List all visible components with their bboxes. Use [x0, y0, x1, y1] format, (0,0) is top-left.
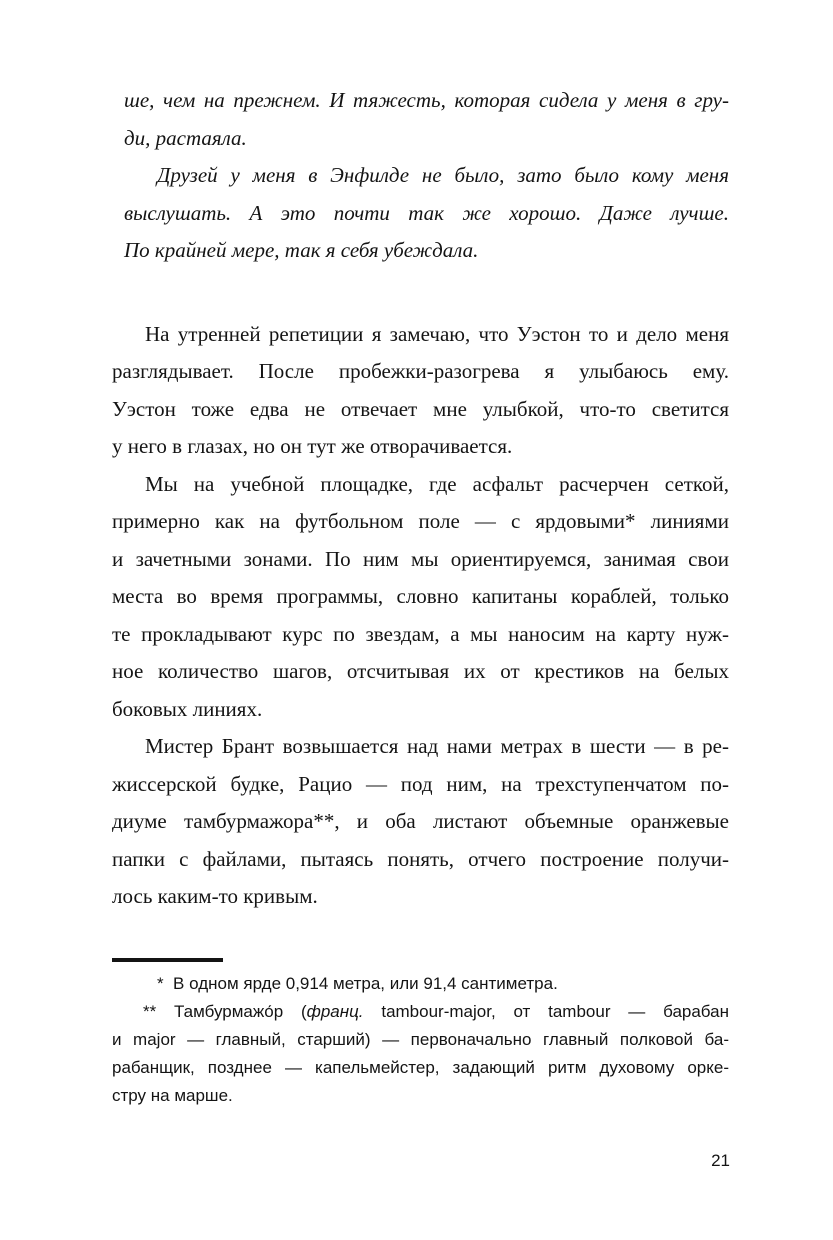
text-segment: ** Тамбурмажо́р ( [143, 1001, 307, 1021]
text-line [112, 1054, 729, 1082]
page-number: 21 [711, 1151, 730, 1170]
text-line [112, 578, 729, 616]
text-segment: Уэстон тоже едва не отвечает мне улыбкой, что-то светится [112, 396, 729, 421]
text-line [112, 428, 729, 466]
body-text [112, 316, 729, 916]
text-segment: те прокладывают курс по звездам, а мы наносим на карту нуж- [112, 621, 729, 646]
paragraph [112, 970, 729, 998]
text-line [112, 803, 729, 841]
text-segment: разглядывает. После пробежки-разогрева я улыбаюсь ему. [112, 359, 729, 383]
text-segment: выслушать. А это почти так же хорошо. Даже лучше. [124, 200, 729, 225]
text-line [112, 391, 729, 429]
text-segment: и зачетными зонами. По ним мы ориентируемся, занимая свои [112, 546, 729, 571]
text-line [112, 970, 729, 998]
text-line [124, 157, 729, 195]
text-line [124, 120, 729, 158]
paragraph [112, 466, 729, 729]
paragraph [112, 316, 729, 466]
text-block [112, 82, 729, 1110]
text-line [112, 1082, 729, 1110]
text-segment: ше, чем на прежнем. И тяжесть, которая сидела у меня в гру- [124, 88, 729, 112]
text-line [112, 653, 729, 691]
text-line [112, 316, 729, 354]
text-segment: и major — главный, старший) — первоначально главный полковой ба- [112, 1029, 729, 1049]
text-line [112, 541, 729, 579]
text-line [124, 232, 729, 270]
text-segment: Мы на учебной площадке, где асфальт расчерчен сеткой, [145, 471, 729, 496]
text-line [112, 1026, 729, 1054]
text-segment: боковых линиях. [112, 696, 263, 721]
text-line [112, 353, 729, 391]
text-segment: папки с файлами, пытаясь понять, отчего построение получи- [112, 846, 729, 871]
chapter-opening-italic [112, 82, 729, 270]
text-line [112, 841, 729, 879]
text-line [112, 691, 729, 729]
text-line [112, 503, 729, 541]
text-line [112, 766, 729, 804]
text-line [124, 82, 729, 120]
footnotes [112, 970, 729, 1110]
italic-text-segment: франц. [306, 1001, 364, 1021]
text-segment: По крайней мере, так я себя убеждала. [124, 238, 479, 262]
text-line [112, 998, 729, 1026]
footnote-separator-rule [112, 958, 223, 962]
text-segment: лось каким-то кривым. [112, 884, 318, 908]
text-line [124, 195, 729, 233]
text-segment: Друзей у меня в Энфилде не было, зато было кому меня [157, 163, 729, 187]
text-segment: На утренней репетиции я замечаю, что Уэстон то и дело меня [145, 321, 729, 346]
text-segment: стру на марше. [112, 1085, 233, 1105]
paragraph [112, 728, 729, 916]
paragraph [124, 157, 729, 270]
text-segment: рабанщик, позднее — капельмейстер, задающий ритм духовому орке- [112, 1057, 729, 1077]
text-line [112, 728, 729, 766]
text-segment: диуме тамбурмажора**, и оба листают объемные оранжевые [112, 809, 729, 833]
text-segment: ди, растаяла. [124, 125, 247, 150]
text-line [112, 616, 729, 654]
text-segment: примерно как на футбольном поле — с ярдовыми* линиями [112, 509, 729, 533]
text-segment: у него в глазах, но он тут же отворачивается. [112, 434, 513, 458]
text-line [112, 466, 729, 504]
text-segment: ное количество шагов, отсчитывая их от крестиков на белых [112, 659, 729, 683]
text-segment: * В одном ярде 0,914 метра, или 91,4 сантиметра. [157, 973, 558, 993]
paragraph [124, 82, 729, 157]
text-segment: жиссерской будке, Рацио — под ним, на трехступенчатом по- [112, 771, 729, 796]
text-segment: tambour-major, от tambour — барабан [363, 1001, 729, 1021]
text-line [112, 878, 729, 916]
text-segment: Мистер Брант возвышается над нами метрах в шести — в ре- [145, 734, 729, 758]
paragraph [112, 998, 729, 1110]
text-segment: места во время программы, словно капитаны кораблей, только [112, 584, 729, 608]
